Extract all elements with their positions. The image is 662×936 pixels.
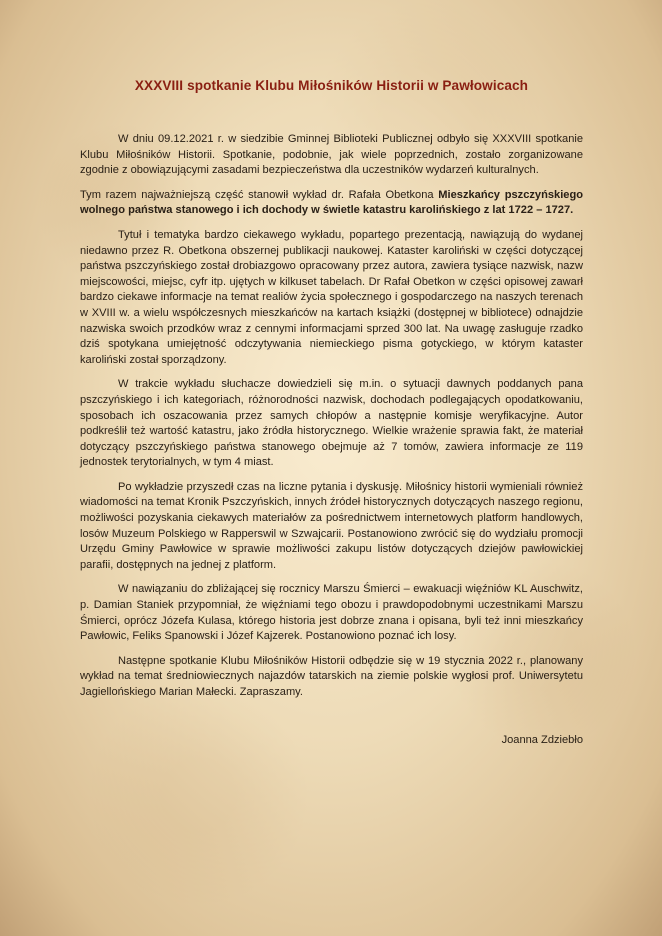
paragraph-2-text: Tym razem najważniejszą część stanowił wykład dr. Rafała Obetkona [80,188,439,201]
paragraph-7: Następne spotkanie Klubu Miłośników Historii odbędzie się w 19 stycznia 2022 r., planowany wykład na temat średniowiecznych najazdów tatarskich na ziemie polskie wygłosi prof. Uniwersytetu Jagiellońskiego Marian Małecki. Zapraszamy. [80,654,583,698]
signature: Joanna Zdziebło [501,733,583,746]
paragraph-6: W nawiązaniu do zbliżającej się rocznicy Marszu Śmierci – ewakuacji więźniów KL Auschwitz, p. Damian Staniek przypomniał, że więźniami tego obozu i prawdopodobnymi uczestnikami Marszu Śmierci, oprócz Józefa Kulasa, którego historia jest dobrze znana i opisana, byli też inni mieszkańcy Pawłowic, Feliks Spanowski i Józef Kajzerek. Postanowiono poznać ich losy. [80,583,583,643]
document-title: XXXVIII spotkanie Klubu Miłośników Historii w Pawłowicach [134,78,529,93]
paragraph-5: Po wykładzie przyszedł czas na liczne pytania i dyskusję. Miłośnicy historii wymieniali również wiadomości na temat Kronik Pszczyńskich, innych źródeł historycznych dotyczących naszego regionu, możliwości pozyskania ciekawych materiałów za pośrednictwem internetowych platform handlowych, losów Muzeum Polskiego w Rapperswil w Szwajcarii. Postanowiono zwrócić się do wydziału promocji Urzędu Gminy Pawłowice w sprawie możliwości zakupu listów dotyczących dziejów pawłowickiej parafii, dostępnych na jednej z platform. [80,480,583,571]
paragraph-2 [80,188,583,219]
document-body [80,78,583,746]
paragraph-3: Tytuł i tematyka bardzo ciekawego wykładu, popartego prezentacją, nawiązują do wydanej niedawno przez R. Obetkona obszernej publikacji naukowej. Kataster karoliński w części dotyczącej państwa pszczyńskiego został drobiazgowo opracowany przez autora, zawiera tysiące nazwisk, nazw miejscowości, miejsc, cyfr itp. ujętych w kilkuset tabelach. Dr Rafał Obetkon w części opisowej zawarł bardzo ciekawe informacje na temat realiów życia społecznego i gospodarczego na naszych terenach w XVIII w. a wielu współczesnych mieszkańców na kartach książki (dostępnej w bibliotece) odnajdzie nazwiska swoich przodków wraz z cennymi informacjami sprzed 300 lat. Na uwagę zasługuje rzadko dziś spotykana umiejętność odczytywania niemieckiego pisma gotyckiego, w którym kataster karoliński został sporządzony. [80,228,583,366]
paragraph-4: W trakcie wykładu słuchacze dowiedzieli się m.in. o sytuacji dawnych poddanych pana pszczyńskiego i ich kategoriach, różnorodności nazwisk, dochodach podlegających opodatkowaniu, sposobach ich oszacowania przez samych chłopów a następnie komisje weryfikacyjne. Autor podkreślił też wartość katastru, jako źródła historycznego. Wielkie wrażenie sprawia fakt, że materiał dotyczący pszczyńskiego państwa stanowego obejmuje aż 7 tomów, zawiera informacje ze 119 jednostek terytorialnych, w tym 4 miast. [80,378,583,469]
paragraph-1: W dniu 09.12.2021 r. w siedzibie Gminnej Biblioteki Publicznej odbyło się XXXVIII spotkanie Klubu Miłośników Historii. Spotkanie, podobnie, jak wiele poprzednich, zostało zorganizowane zgodnie z obowiązującymi zasadami bezpieczeństwa dla uczestników wydarzeń kulturalnych. [80,133,583,177]
lecture-title: Mieszkańcy pszczyńskiego wolnego państwa stanowego i ich dochody w świetle katastru karolińskiego z lat 1722 – 1727. [80,188,583,217]
